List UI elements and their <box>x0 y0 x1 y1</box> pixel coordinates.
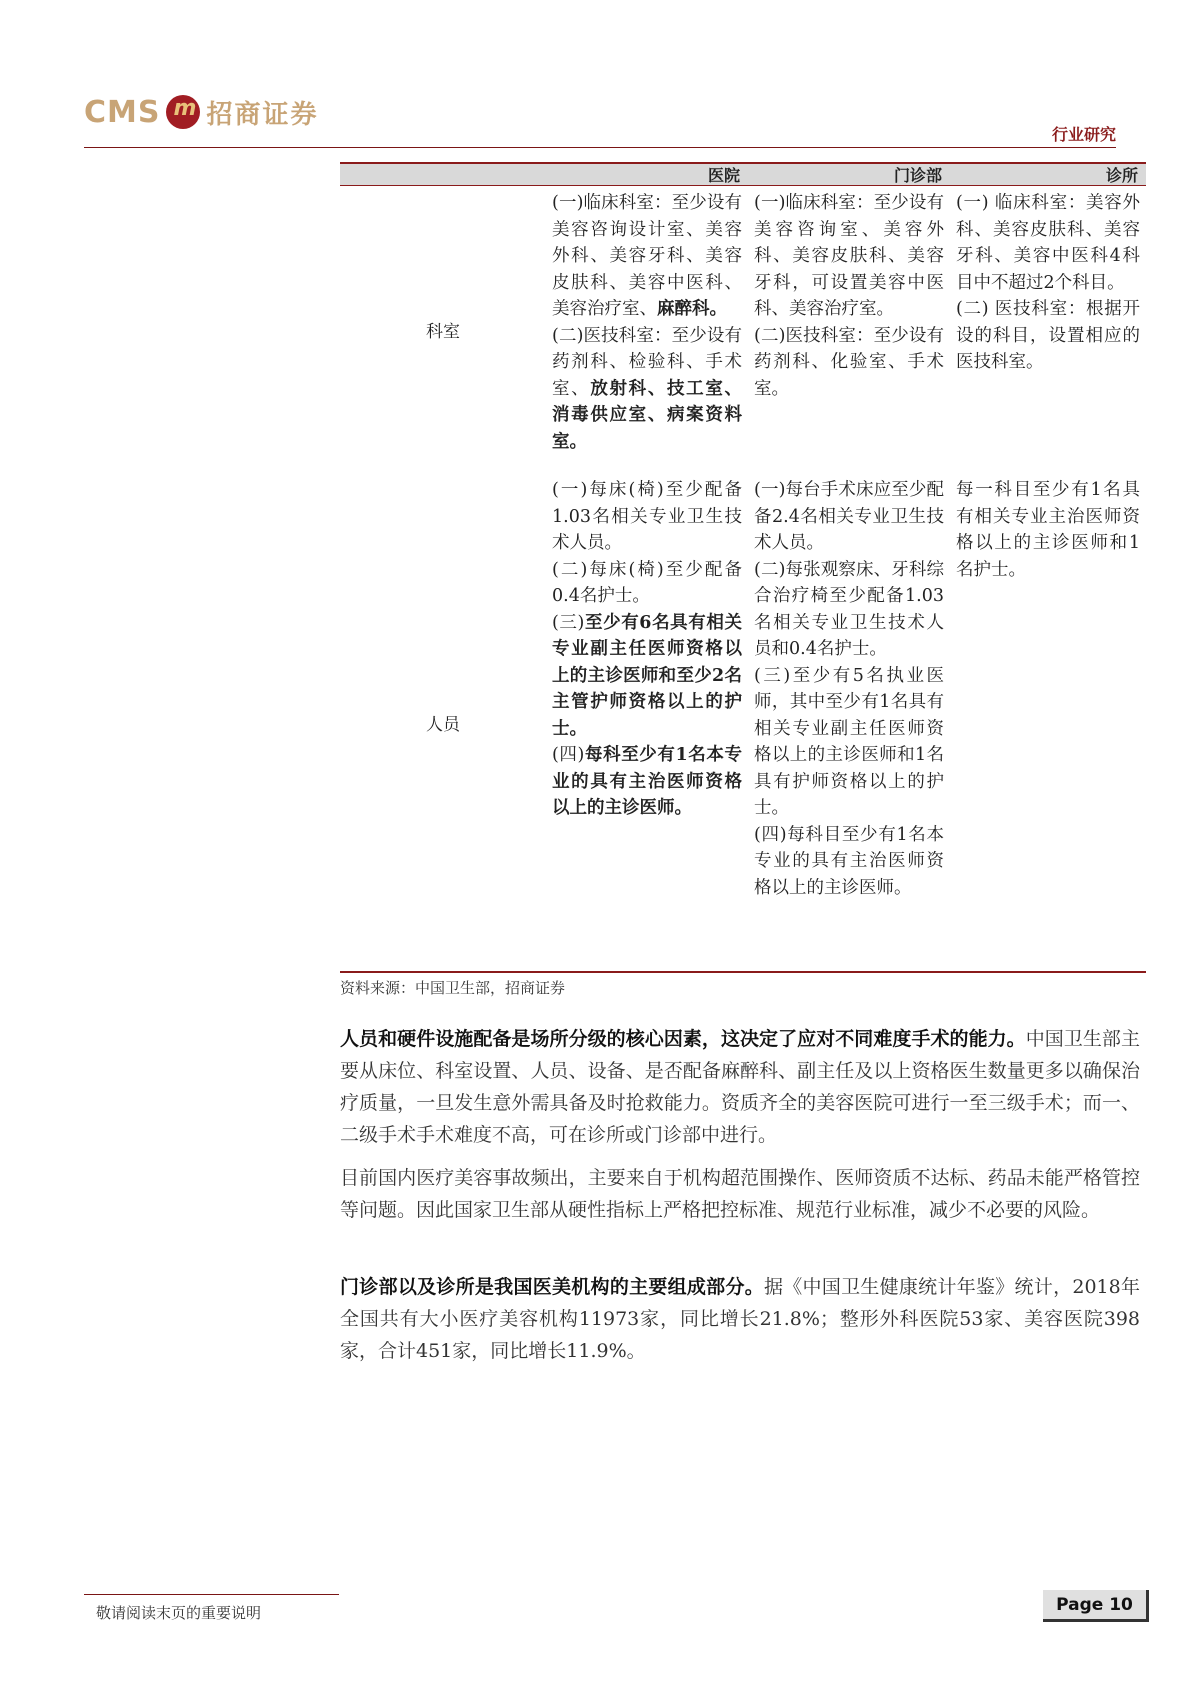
cell-paragraph: (四)每科目至少有1名本专业的具有主治医师资格以上的主诊医师。 <box>754 824 944 898</box>
cell-paragraph: (四)每科至少有1名本专业的具有主治医师资格以上的主诊医师。 <box>552 745 742 818</box>
cell-paragraph: (二)医技科室：至少设有药剂科、化验室、手术室。 <box>754 325 944 399</box>
cms-logo <box>84 90 319 134</box>
table-header-clinic: 诊所 <box>1105 166 1138 185</box>
row-label-departments: 科室 <box>426 322 460 342</box>
body-paragraph: 门诊部以及诊所是我国医美机构的主要组成部分。据《中国卫生健康统计年鉴》统计，2018年全国共有大小医疗美容机构11973家，同比增长21.8%；整形外科医院53家、美容医院398家，合计451家，同比增长11.9%。 <box>340 1276 1140 1362</box>
cell-hospital-departments <box>546 186 748 473</box>
cell-paragraph: (一) 临床科室：美容外科、美容皮肤科、美容牙科、美容中医科4科目中不超过2个科目。 <box>956 193 1140 293</box>
table-header-row <box>340 162 1146 186</box>
header-divider <box>84 147 1116 148</box>
cell-hospital-personnel <box>546 473 748 971</box>
cell-paragraph: (二)医技科室：至少设有药剂科、检验科、手术室、放射科、技工室、消毒供应室、病案资料室。 <box>552 325 743 452</box>
body-paragraph: 人员和硬件设施配备是场所分级的核心因素，这决定了应对不同难度手术的能力。中国卫生部主要从床位、科室设置、人员、设备、是否配备麻醉科、副主任及以上资格医生数量更多以确保治疗质量，一旦发生意外需具备及时抢救能力。资质齐全的美容医院可进行一至三级手术；而一、二级手术手术难度不高，可在诊所或门诊部中进行。 <box>340 1028 1140 1146</box>
table-source-note: 资料来源：中国卫生部，招商证券 <box>340 979 566 997</box>
logo-cms-text: CMS <box>84 94 161 130</box>
body-paragraph: 目前国内医疗美容事故频出，主要来自于机构超范围操作、医师资质不达标、药品未能严格管控等问题。因此国家卫生部从硬性指标上严格把控标准、规范行业标准，减少不必要的风险。 <box>340 1167 1140 1221</box>
table-header-clinic-dept: 门诊部 <box>893 166 942 185</box>
table-row <box>340 186 1146 473</box>
logo-cn-text: 招商证券 <box>206 99 319 130</box>
report-type: 行业研究 <box>1051 125 1116 144</box>
table-header-hospital: 医院 <box>707 166 740 185</box>
page-number: Page 10 <box>1043 1590 1149 1622</box>
cell-paragraph: (一)每床(椅)至少配备1.03名相关专业卫生技术人员。 <box>552 480 742 553</box>
logo-emblem-icon <box>166 95 200 129</box>
footer-divider <box>84 1594 339 1595</box>
cell-clinic-dept-departments <box>748 186 950 473</box>
cell-paragraph: (一)临床科室：至少设有美容咨询设计室、美容外科、美容牙科、美容皮肤科、美容中医科、美容治疗室、麻醉科。 <box>552 193 742 319</box>
cell-paragraph: (二) 医技科室：根据开设的科目，设置相应的医技科室。 <box>956 299 1140 372</box>
cell-paragraph: (一)每台手术床应至少配备2.4名相关专业卫生技术人员。 <box>754 480 944 553</box>
cell-paragraph: (三)至少有5名执业医师，其中至少有1名具有相关专业副主任医师资格以上的主诊医师和1名具有护师资格以上的护士。 <box>754 665 944 818</box>
footer-disclaimer: 敬请阅读末页的重要说明 <box>96 1604 262 1622</box>
cell-paragraph: 每一科目至少有1名具有相关专业主治医师资格以上的主诊医师和1名护士。 <box>956 480 1140 580</box>
cell-paragraph: (二)每床(椅)至少配备0.4名护士。 <box>552 559 742 606</box>
requirements-table <box>340 162 1146 973</box>
cell-paragraph: (三)至少有6名具有相关专业副主任医师资格以上的主诊医师和至少2名主管护师资格以上的护士。 <box>552 612 742 739</box>
cell-clinic-personnel <box>950 473 1146 971</box>
row-label-personnel: 人员 <box>426 714 460 735</box>
table-row <box>340 473 1146 971</box>
cell-clinic-departments <box>950 186 1146 473</box>
cell-paragraph: (一)临床科室：至少设有美容咨询室、美容外科、美容皮肤科、美容牙科，可设置美容中医科、美容治疗室。 <box>754 193 944 319</box>
cell-paragraph: (二)每张观察床、牙科综合治疗椅至少配备1.03名相关专业卫生技术人员和0.4名护士。 <box>754 559 944 659</box>
cell-clinic-dept-personnel <box>748 473 950 971</box>
